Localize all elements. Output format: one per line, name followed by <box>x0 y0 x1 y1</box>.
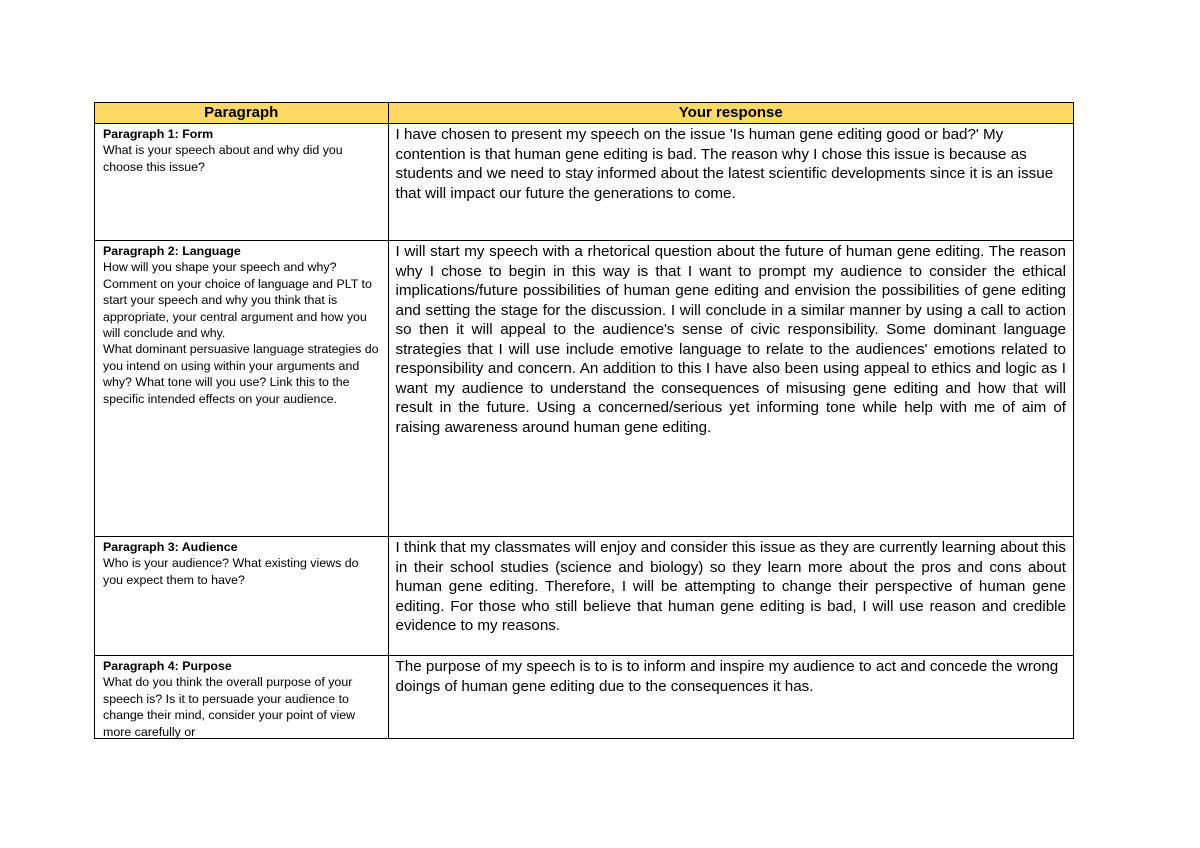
response-text-audience: I think that my classmates will enjoy and consider this issue as they are currently learning about this in their school studies (science and biology) so they learn more about the pros and cons about human gene editing. Therefore, I will be attempting to change their perspective of human gene editing. For those who still believe that human gene editing is bad, I will use reason and credible evidence to my reasons. <box>395 539 1066 634</box>
prompt-clip-purpose <box>103 658 382 739</box>
table-row-language <box>95 241 1073 537</box>
response-cell-language <box>388 241 1073 537</box>
table-row-audience <box>95 537 1073 656</box>
prompt-cell-language <box>95 241 388 537</box>
prompt-cell-audience <box>95 537 388 656</box>
prompt-title-form: Paragraph 1: Form <box>103 127 214 141</box>
prompt-text-form: What is your speech about and why did you choose this issue? <box>103 143 343 174</box>
worksheet-table-frame <box>94 102 1074 739</box>
prompt-cell-purpose <box>95 656 388 740</box>
response-text-form: I have chosen to present my speech on the issue 'Is human gene editing good or bad?' My contention is that human gene editing is bad. The reason why I chose this issue is because as students and we need to stay informed about the latest scientific developments since it is an issue that will impact our future the generations to come. <box>395 126 1054 202</box>
response-cell-form <box>388 124 1073 241</box>
prompt-title-purpose: Paragraph 4: Purpose <box>103 659 232 673</box>
prompt-text-audience: Who is your audience? What existing views do you expect them to have? <box>103 556 359 587</box>
header-paragraph: Paragraph <box>95 103 388 124</box>
prompt-title-language: Paragraph 2: Language <box>103 244 241 258</box>
response-cell-audience <box>388 537 1073 656</box>
prompt-text-purpose: What do you think the overall purpose of your speech is? Is it to persuade your audience to change their mind, consider your point of view more carefully or <box>103 675 356 739</box>
prompt-title-audience: Paragraph 3: Audience <box>103 540 238 554</box>
prompt-cell-form <box>95 124 388 241</box>
table-row-purpose <box>95 656 1073 740</box>
table-row-form <box>95 124 1073 241</box>
speech-planning-table <box>95 103 1073 739</box>
prompt-text-language: How will you shape your speech and why? Comment on your choice of language and PLT to start your speech and why you think that is appropriate, your central argument and how you will conclude and why. What dominant persuasive language strategies do you intend on using within your arguments and why? What tone will you use? Link this to the specific intended effects on your audience. <box>103 260 379 406</box>
header-your-response: Your response <box>388 103 1073 124</box>
response-text-language: I will start my speech with a rhetorical question about the future of human gene editing. The reason why I chose to begin in this way is that I want to prompt my audience to consider the ethical implications/future possibilities of human gene editing and envision the possibilities of gene editing and setting the stage for the discussion. I will conclude in a similar manner by using a call to action so then it will appeal to the audience's sense of civic responsibility. Some dominant language strategies that I will use include emotive language to relate to the audiences' emotions related to responsibility and concern. An addition to this I have also been using appeal to ethics and logic as I want my audience to understand the consequences of misusing gene editing and how that will result in the future. Using a concerned/serious yet informing tone while help with me of aim of raising awareness around human gene editing. <box>395 243 1066 436</box>
response-text-purpose: The purpose of my speech is to is to inform and inspire my audience to act and concede the wrong doings of human gene editing due to the consequences it has. <box>395 658 1059 695</box>
response-cell-purpose <box>388 656 1073 740</box>
table-header-row <box>95 103 1073 124</box>
